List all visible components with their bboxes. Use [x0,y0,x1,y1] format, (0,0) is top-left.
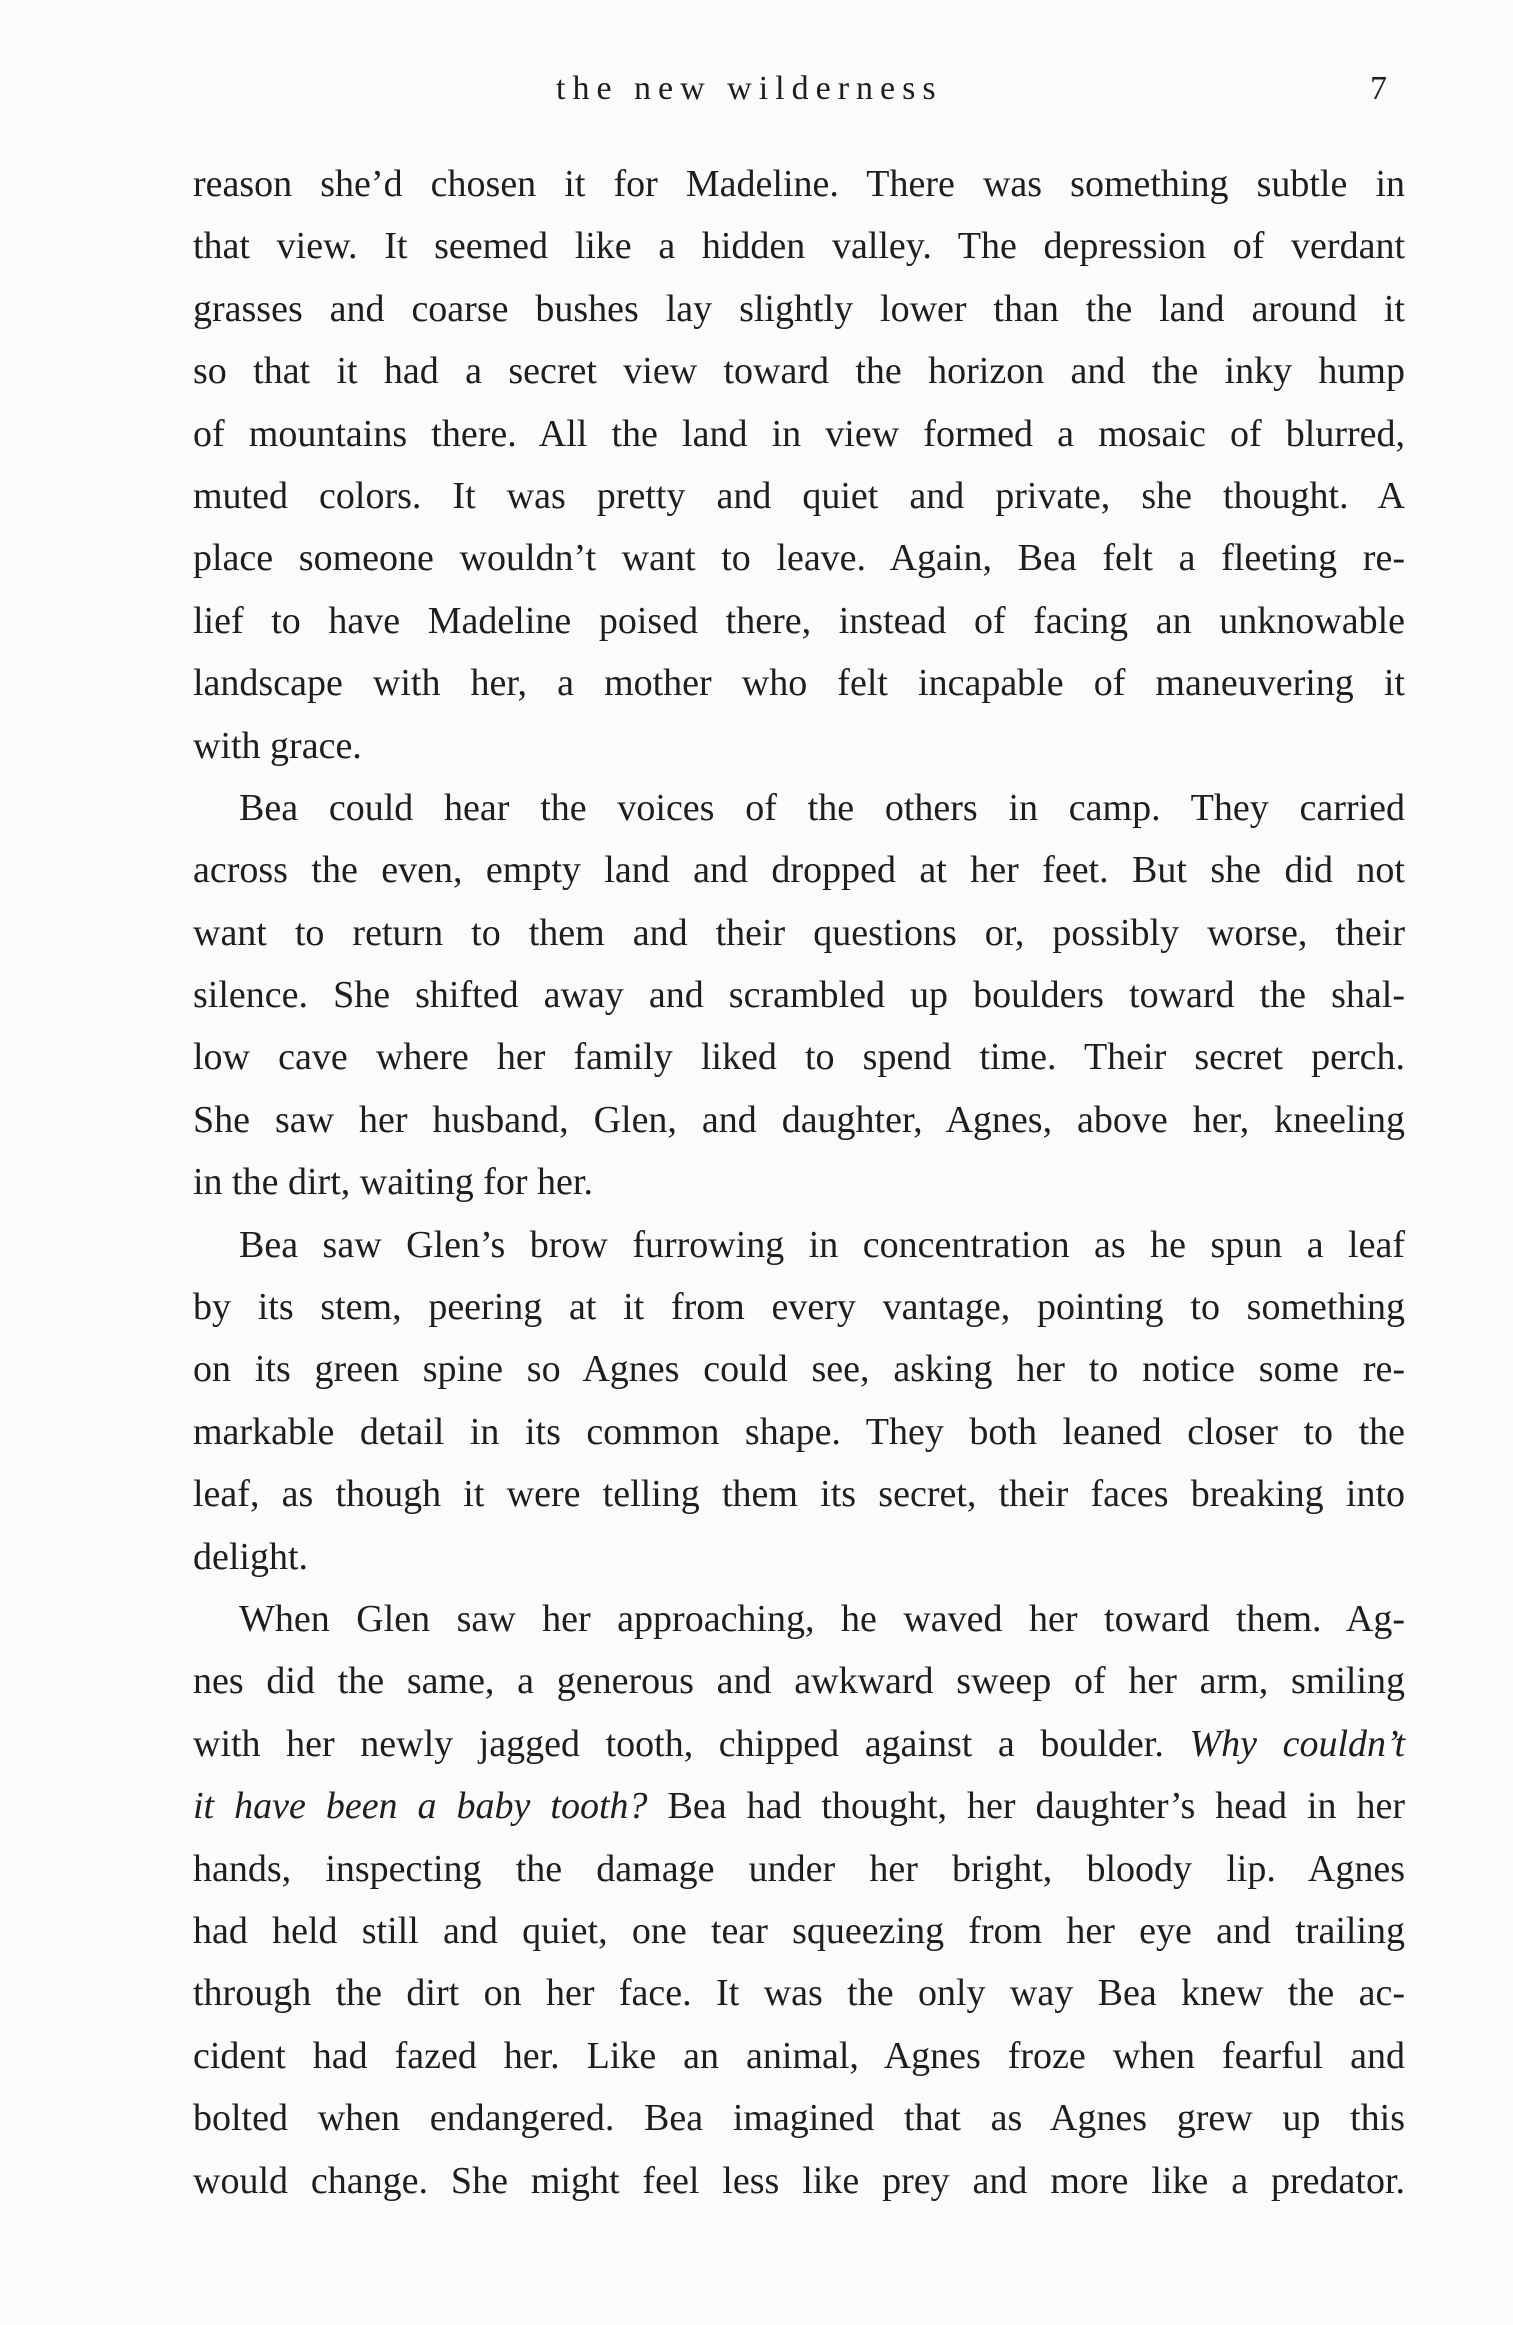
text-segment: Bea had thought, her daughter’s head in her [667,1785,1406,1828]
text-line: markable detail in its common shape. They both leaned closer to the [193,1410,1405,1453]
running-head [0,64,1513,114]
text-line: nes did the same, a generous and awkward sweep of her arm, smiling [193,1660,1405,1703]
text-line: cident had fazed her. Like an animal, Agnes froze when fearful and [193,2034,1405,2077]
text-line: She saw her husband, Glen, and daughter, Agnes, above her, kneeling [193,1098,1405,1141]
paragraph-first-line: When Glen saw her approaching, he waved her toward them. Ag- [239,1597,1405,1640]
text-line: that view. It seemed like a hidden valley. The depression of verdant [193,225,1405,268]
text-line: leaf, as though it were telling them its secret, their faces breaking into [193,1473,1405,1516]
text-line: of mountains there. All the land in view formed a mosaic of blurred, [193,412,1405,455]
text-line: across the even, empty land and dropped at her feet. But she did not [193,849,1405,892]
text-line: landscape with her, a mother who felt incapable of maneuvering it [193,662,1405,705]
page-number: 7 [1370,70,1387,107]
italic-segment: it have been a baby tooth? [193,1785,648,1828]
text-line: with grace. [193,724,362,767]
text-line: low cave where her family liked to spend time. Their secret perch. [193,1036,1405,1079]
text-line: in the dirt, waiting for her. [193,1161,593,1204]
text-segment: with her newly jagged tooth, chipped against a boulder. [193,1722,1164,1765]
text-line: lief to have Madeline poised there, instead of facing an unknowable [193,599,1405,642]
paragraph-first-line: Bea saw Glen’s brow furrowing in concentration as he spun a leaf [239,1223,1405,1266]
text-line-mixed [193,1713,1405,1775]
text-line: grasses and coarse bushes lay slightly lower than the land around it [193,287,1405,330]
text-line: place someone wouldn’t want to leave. Again, Bea felt a fleeting re- [193,537,1405,580]
text-line: delight. [193,1535,309,1578]
text-line: would change. She might feel less like prey and more like a predator. [193,2159,1405,2202]
text-line: had held still and quiet, one tear squeezing from her eye and trailing [193,1909,1405,1952]
text-line: reason she’d chosen it for Madeline. There was something subtle in [193,163,1405,205]
text-line: hands, inspecting the damage under her bright, bloody lip. Agnes [193,1847,1405,1890]
body-text [193,153,1405,2212]
italic-segment: Why couldn’t [1189,1722,1406,1765]
text-line: want to return to them and their questions or, possibly worse, their [193,911,1405,954]
text-line: bolted when endangered. Bea imagined that as Agnes grew up this [193,2097,1405,2140]
paragraph-first-line: Bea could hear the voices of the others in camp. They carried [239,786,1405,829]
text-line: through the dirt on her face. It was the only way Bea knew the ac- [193,1972,1405,2015]
running-title: the new wilderness [556,70,943,107]
text-line: silence. She shifted away and scrambled up boulders toward the shal- [193,974,1405,1017]
text-line-mixed [193,1775,1405,1837]
text-line: on its green spine so Agnes could see, asking her to notice some re- [193,1348,1405,1391]
text-line: so that it had a secret view toward the horizon and the inky hump [193,350,1405,393]
text-line: muted colors. It was pretty and quiet and private, she thought. A [193,474,1405,517]
text-line: by its stem, peering at it from every vantage, pointing to something [193,1286,1405,1329]
